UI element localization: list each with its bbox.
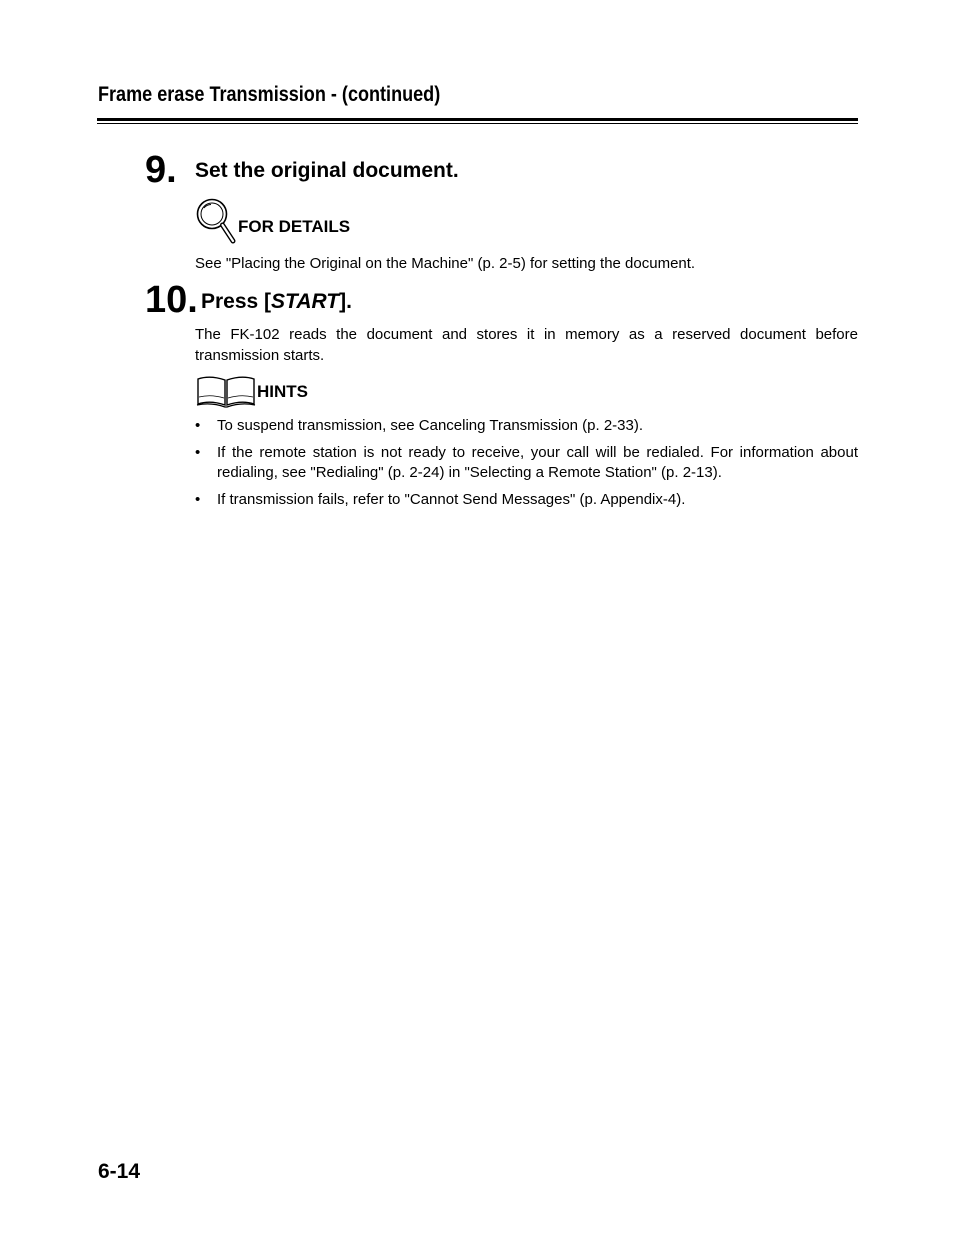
step-10-number: 10. [145,279,198,321]
bullet-icon: • [195,444,201,461]
step-9-title: Set the original document. [195,159,459,182]
header-rule-thin [97,123,858,124]
list-item: • To suspend transmission, see Canceling Transmission (p. 2-33). [195,417,644,434]
bullet-icon: • [195,417,201,434]
bullet-icon: • [195,491,201,508]
page-number: 6-14 [98,1160,141,1183]
step-10-body: The FK-102 reads the document and stores it in memory as a reserved document before transmission starts. [195,326,858,364]
open-book-icon [196,375,256,414]
hints-label: HINTS [257,382,308,401]
hints-list [195,416,858,517]
magnifier-icon [194,197,238,250]
header-rule-thick [97,118,858,121]
page-title: Frame erase Transmission - (continued) [98,83,441,106]
step-9-number: 9. [145,149,177,191]
step-10-title: Press [START]. [201,290,352,313]
list-item: • If transmission fails, refer to "Cannot Send Messages" (p. Appendix-4). [195,491,686,508]
start-key-label: START [271,290,340,313]
list-item: • If the remote station is not ready to receive, your call will be redialed. For information about redialing, see "Redialing" (p. 2-24) in "Selecting a Remote Station" (p. 2-13). [195,444,858,481]
for-details-label: FOR DETAILS [238,217,351,236]
for-details-text: See "Placing the Original on the Machine" (p. 2-5) for setting the document. [195,255,696,272]
